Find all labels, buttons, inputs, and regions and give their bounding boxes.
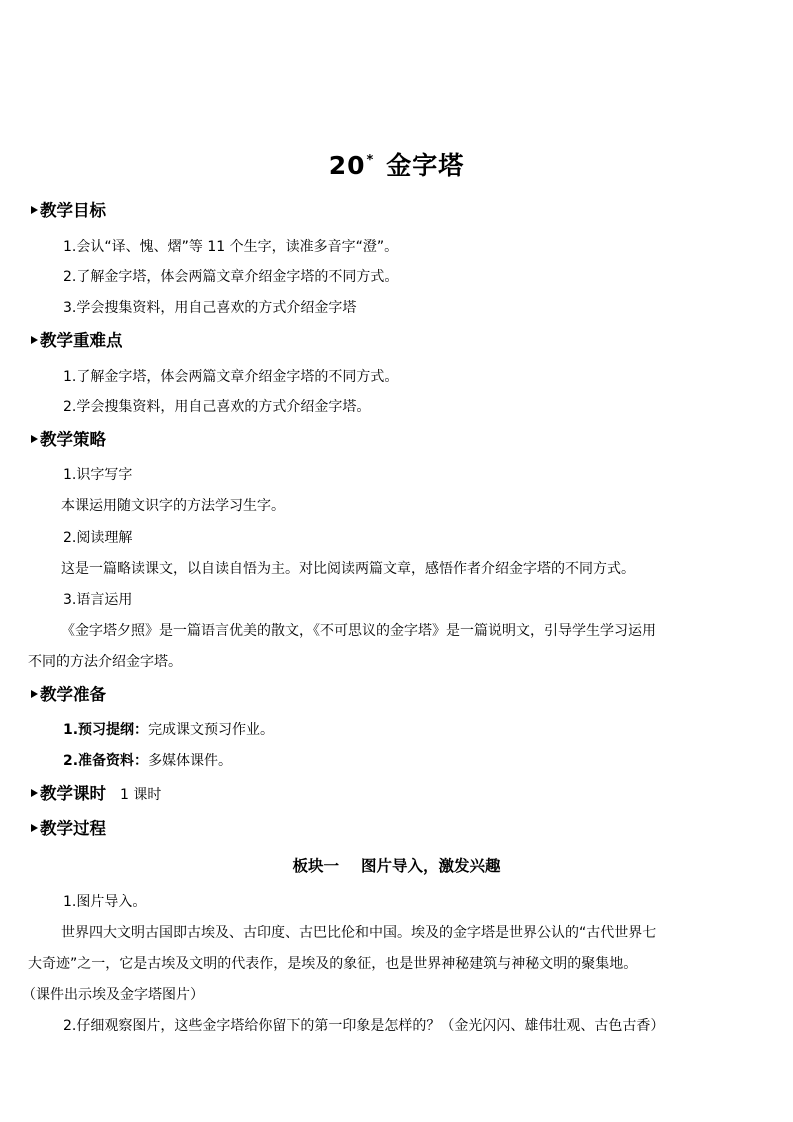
triangle-bullet-icon	[31, 789, 38, 797]
objective-item: 2.了解金字塔，体会两篇文章介绍金字塔的不同方式。	[63, 269, 399, 285]
strategy-text: 本课运用随文识字的方法学习生字。	[61, 498, 285, 514]
triangle-bullet-icon	[31, 435, 38, 443]
page-title	[0, 146, 793, 182]
preparation-text: 多媒体课件。	[148, 753, 233, 769]
process-step: 1.图片导入。	[63, 894, 147, 910]
class-hours-heading: 教学课时 1 课时	[31, 785, 161, 804]
strategy-text: 这是一篇略读课文，以自读自悟为主。对比阅读两篇文章，感悟作者介绍金字塔的不同方式。	[61, 561, 635, 577]
class-hours-value: 1 课时	[120, 787, 162, 803]
process-paragraph-continued: 大奇迹”之一，它是古埃及文明的代表作，是埃及的象征，也是世界神秘建筑与神秘文明的聚集地。	[28, 956, 638, 972]
key-points-heading: 教学重难点	[31, 332, 123, 350]
preparation-text: 完成课文预习作业。	[148, 722, 275, 738]
triangle-bullet-icon	[31, 336, 38, 344]
key-point-item: 1.了解金字塔，体会两篇文章介绍金字塔的不同方式。	[63, 369, 399, 385]
strategy-subtitle: 2.阅读理解	[63, 530, 133, 546]
triangle-bullet-icon	[31, 206, 38, 214]
strategy-heading: 教学策略	[31, 431, 106, 449]
triangle-bullet-icon	[31, 690, 38, 698]
preparation-label: 2.准备资料：	[63, 753, 149, 769]
courseware-note: （课件出示埃及金字塔图片）	[22, 987, 204, 1003]
strategy-text: 《金字塔夕照》是一篇语言优美的散文，《不可思议的金字塔》是一篇说明文，引导学生学习运用	[61, 623, 656, 639]
block-title: 板块一 图片导入，激发兴趣	[292, 857, 501, 875]
lesson-number: 20	[328, 151, 366, 180]
triangle-bullet-icon	[31, 824, 38, 832]
preparation-heading: 教学准备	[31, 686, 106, 704]
objective-item: 1.会认“译、愧、熠”等 11 个生字，读准多音字“澄”。	[63, 239, 399, 255]
process-step: 2.仔细观察图片，这些金字塔给你留下的第一印象是怎样的？（金光闪闪、雄伟壮观、古色古香）	[63, 1018, 665, 1034]
strategy-subtitle: 1.识字写字	[63, 467, 133, 483]
preparation-item	[63, 752, 232, 770]
key-point-item: 2.学会搜集资料，用自己喜欢的方式介绍金字塔。	[63, 399, 371, 415]
objective-item: 3.学会搜集资料，用自己喜欢的方式介绍金字塔	[63, 300, 357, 316]
optional-lesson-star: *	[366, 153, 375, 168]
process-heading: 教学过程	[31, 820, 106, 838]
strategy-text-continued: 不同的方法介绍金字塔。	[28, 654, 182, 670]
strategy-subtitle: 3.语言运用	[63, 592, 133, 608]
objectives-heading: 教学目标	[31, 202, 106, 220]
preparation-label: 1.预习提纲：	[63, 722, 149, 738]
preparation-item	[63, 721, 274, 739]
lesson-title: 金字塔	[386, 151, 465, 180]
process-paragraph: 世界四大文明古国即古埃及、古印度、古巴比伦和中国。埃及的金字塔是世界公认的“古代世界七	[61, 925, 657, 941]
